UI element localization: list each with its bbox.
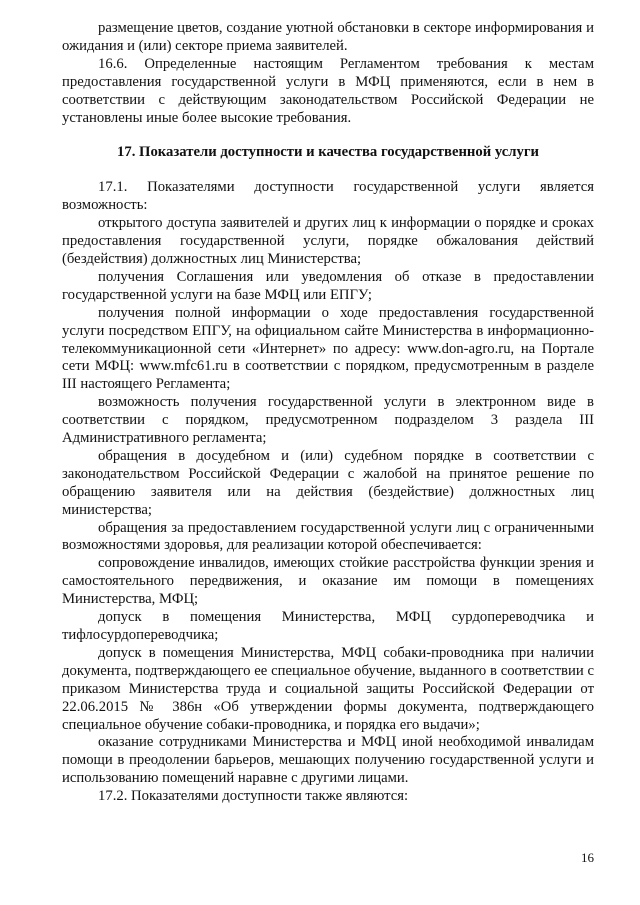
- paragraph-continuation: размещение цветов, создание уютной обстановки в секторе информирования и ожидания и (или) секторе приема заявителей.: [62, 20, 594, 54]
- paragraph-assistance: оказание сотрудниками Министерства и МФЦ иной необходимой инвалидам помощи в преодолении барьеров, мешающих получению государственной услуги и использованию помещений наравне с другими лицами.: [62, 734, 594, 787]
- paragraph-guide-dog: допуск в помещения Министерства, МФЦ собаки-проводника при наличии документа, подтверждающего ее специальное обучение, выданного в соответствии с приказом Министерства труда и социальной защиты Российской Федерации от 22.06.2015 № 386н «Об утверждении формы документа, подтверждающего специальное обучение собаки-проводника, и порядка его выдачи»;: [62, 644, 594, 733]
- paragraph-appeal: обращения в досудебном и (или) судебном порядке в соответствии с законодательством Российской Федерации с жалобой на принятое решение по обращению заявителя или на действия (бездействие) должностных лиц министерства;: [62, 447, 594, 518]
- paragraph-agreement: получения Соглашения или уведомления об отказе в предоставлении государственной услуги на базе МФЦ или ЕПГУ;: [62, 268, 594, 303]
- paragraph-sign-interpreter: допуск в помещения Министерства, МФЦ сурдопереводчика и тифлосурдопереводчика;: [62, 609, 594, 643]
- paragraph-17-1: 17.1. Показателями доступности государственной услуги является возможность:: [62, 179, 594, 214]
- page-number: 16: [581, 850, 594, 865]
- paragraph-escort: сопровождение инвалидов, имеющих стойкие расстройства функции зрения и самостоятельного передвижения, и оказание им помощи в помещениях Министерства, МФЦ;: [62, 555, 594, 608]
- section-heading: 17. Показатели доступности и качества государственной услуги: [117, 144, 539, 161]
- paragraph-open-access: открытого доступа заявителей и других лиц к информации о порядке и сроках предоставления государственной услуги, порядке обжалования действий (бездействия) должностных лиц Министерства;: [62, 215, 594, 267]
- paragraph-full-info: получения полной информации о ходе предоставления государственной услуги посредством ЕПГУ, на официальном сайте Министерства в информационно-телекоммуникационной сети «Интернет» по адресу: www.don-agro.ru, на Портале сети МФЦ: www.mfc61.ru в соответствии с порядком, предусмотренным в разделе III настоящего Регламента;: [62, 304, 594, 393]
- document-page: [62, 20, 594, 806]
- paragraph-disabled-access: обращения за предоставлением государственной услуги лиц с ограниченными возможностями здоровья, для реализации которой обеспечивается:: [62, 519, 594, 554]
- paragraph-16-6: 16.6. Определенные настоящим Регламентом требования к местам предоставления государственной услуги в МФЦ применяются, если в нем в соответствии с действующим законодательством Российской Федерации не установлены иные более высокие требования.: [62, 55, 594, 126]
- paragraph-17-2: 17.2. Показателями доступности также являются:: [98, 788, 409, 805]
- paragraph-electronic: возможность получения государственной услуги в электронном виде в соответствии с порядком, предусмотренном подразделом 3 раздела III Административного регламента;: [62, 394, 594, 447]
